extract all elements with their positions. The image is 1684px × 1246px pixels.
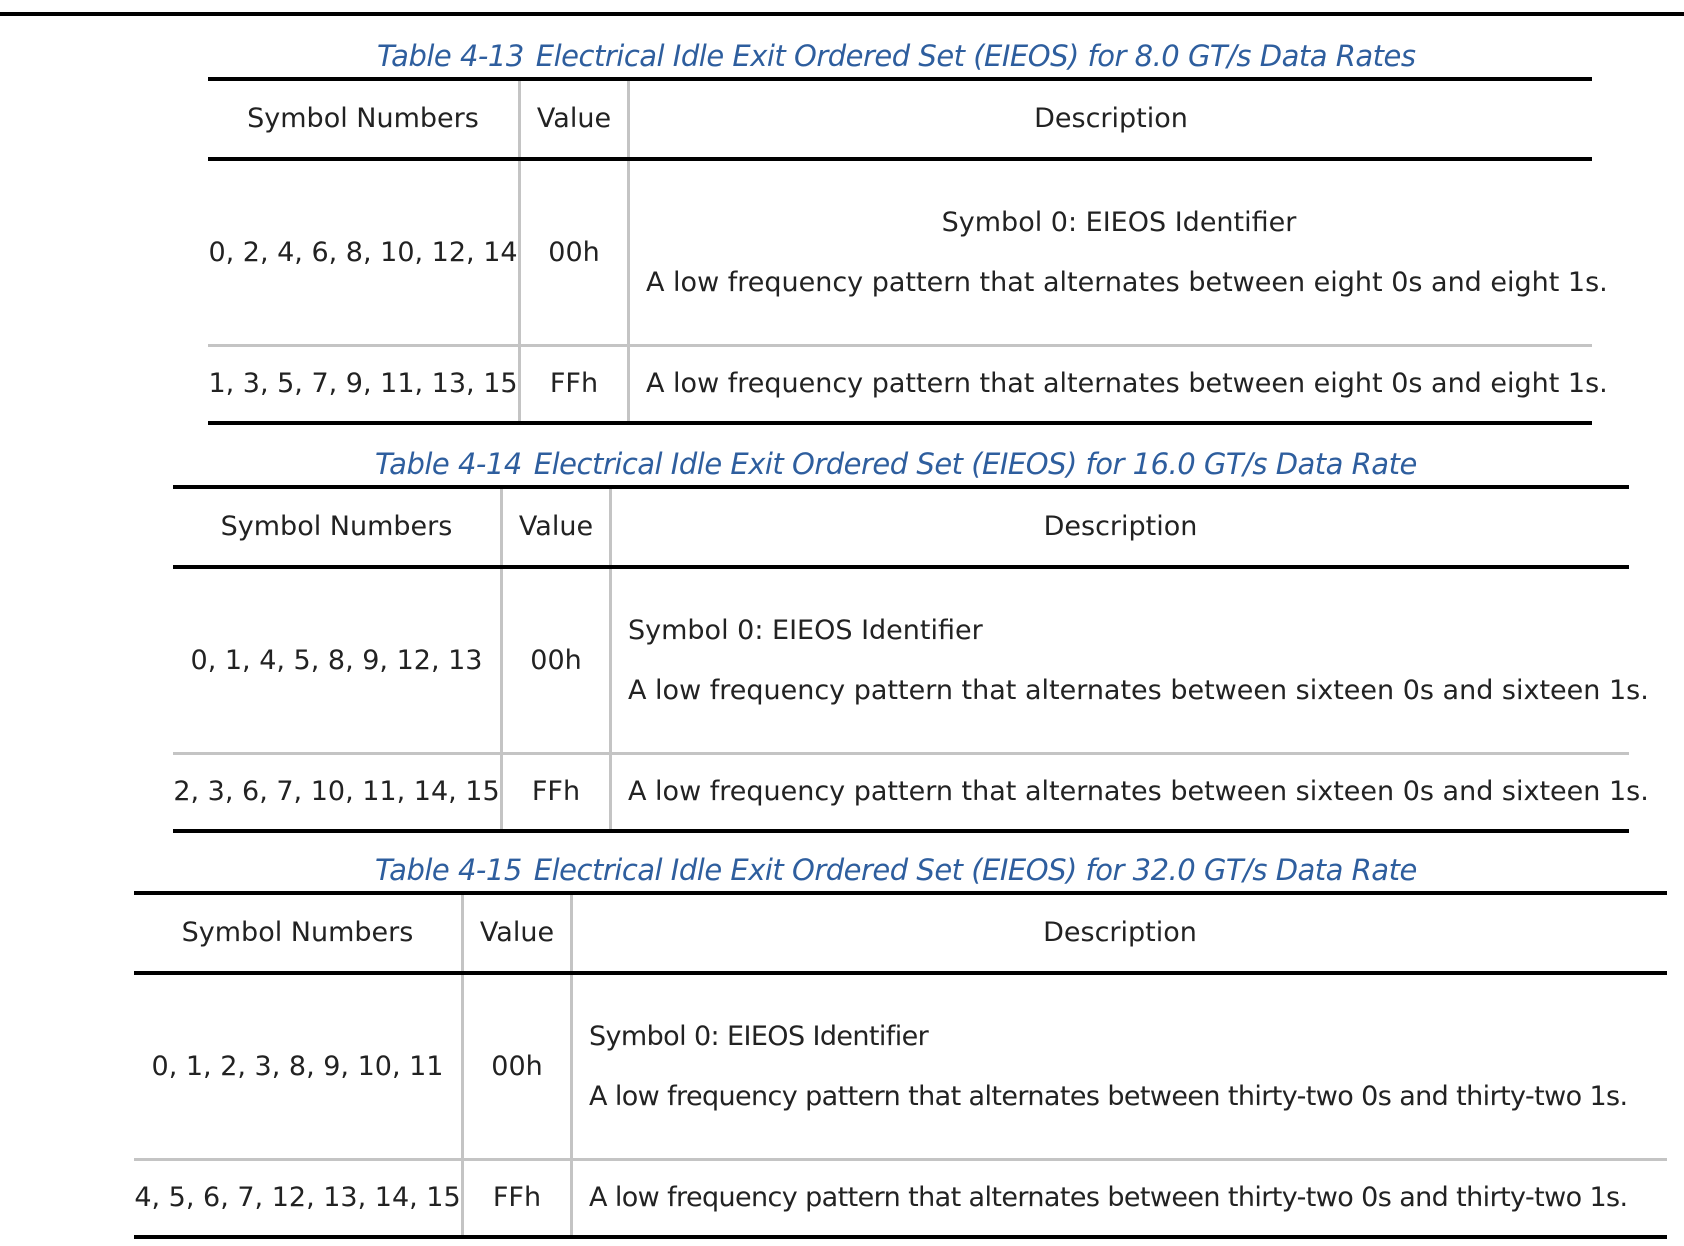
table-header-row [173,489,1629,569]
table-header-row [134,895,1667,975]
header-value: Value [518,81,627,157]
header-description: Description [570,895,1667,971]
header-description: Description [609,489,1629,565]
value-cell: 00h [461,975,570,1158]
value-cell: FFh [518,347,627,421]
header-symbol-numbers: Symbol Numbers [247,103,479,134]
symbol-numbers-cell: 4, 5, 6, 7, 12, 13, 14, 15 [134,1182,461,1213]
value-cell: FFh [461,1161,570,1235]
table-row [173,569,1649,755]
description-text: A low frequency pattern that alternates between eight 0s and eight 1s. [646,266,1608,298]
header-value: Value [461,895,570,971]
table-caption [375,850,1417,890]
description-text: A low frequency pattern that alternates between thirty-two 0s and thirty-two 1s. [589,1080,1628,1112]
description-title: Symbol 0: EIEOS Identifier [589,1020,929,1052]
table-row [208,347,1608,421]
header-description: Description [627,81,1592,157]
eieos-table-16gt [173,485,1649,833]
top-page-rule [0,12,1684,16]
table-caption-label: Table 4-15 [375,853,522,887]
table-row [134,1161,1667,1235]
table-caption-text: Electrical Idle Exit Ordered Set (EIEOS) for 8.0 GT/s Data Rates [535,39,1416,73]
description-text: A low frequency pattern that alternates between thirty-two 0s and thirty-two 1s. [589,1182,1628,1213]
symbol-numbers-cell: 0, 1, 2, 3, 8, 9, 10, 11 [151,1050,444,1082]
description-cell [609,569,1649,752]
table-row [208,161,1608,347]
table-caption-text: Electrical Idle Exit Ordered Set (EIEOS) for 16.0 GT/s Data Rate [533,447,1417,481]
value-cell: FFh [500,755,609,829]
description-title: Symbol 0: EIEOS Identifier [628,614,983,646]
description-cell [570,1161,1667,1235]
value-cell: 00h [518,161,627,344]
table-row [134,975,1667,1161]
description-cell [627,161,1608,344]
table-row [173,755,1649,829]
table-caption-label: Table 4-13 [377,39,524,73]
eieos-table-32gt [134,891,1667,1239]
table-caption-label: Table 4-14 [375,447,522,481]
header-symbol-numbers: Symbol Numbers [220,511,453,542]
value-cell: 00h [500,569,609,752]
eieos-table-8gt [208,77,1608,425]
description-cell [627,347,1608,421]
table-header-row [208,81,1592,161]
header-value: Value [500,489,609,565]
description-text: A low frequency pattern that alternates between sixteen 0s and sixteen 1s. [628,674,1649,706]
description-text: A low frequency pattern that alternates between eight 0s and eight 1s. [646,368,1608,399]
table-caption [377,36,1415,76]
symbol-numbers-cell: 0, 2, 4, 6, 8, 10, 12, 14 [208,236,518,268]
table-caption [375,444,1417,484]
description-title: Symbol 0: EIEOS Identifier [941,206,1297,238]
description-cell [570,975,1667,1158]
description-cell [609,755,1649,829]
table-caption-text: Electrical Idle Exit Ordered Set (EIEOS) for 32.0 GT/s Data Rate [533,853,1417,887]
symbol-numbers-cell: 0, 1, 4, 5, 8, 9, 12, 13 [190,644,483,676]
symbol-numbers-cell: 2, 3, 6, 7, 10, 11, 14, 15 [173,776,500,807]
header-symbol-numbers: Symbol Numbers [181,917,414,948]
description-text: A low frequency pattern that alternates between sixteen 0s and sixteen 1s. [628,776,1649,807]
symbol-numbers-cell: 1, 3, 5, 7, 9, 11, 13, 15 [208,368,518,399]
